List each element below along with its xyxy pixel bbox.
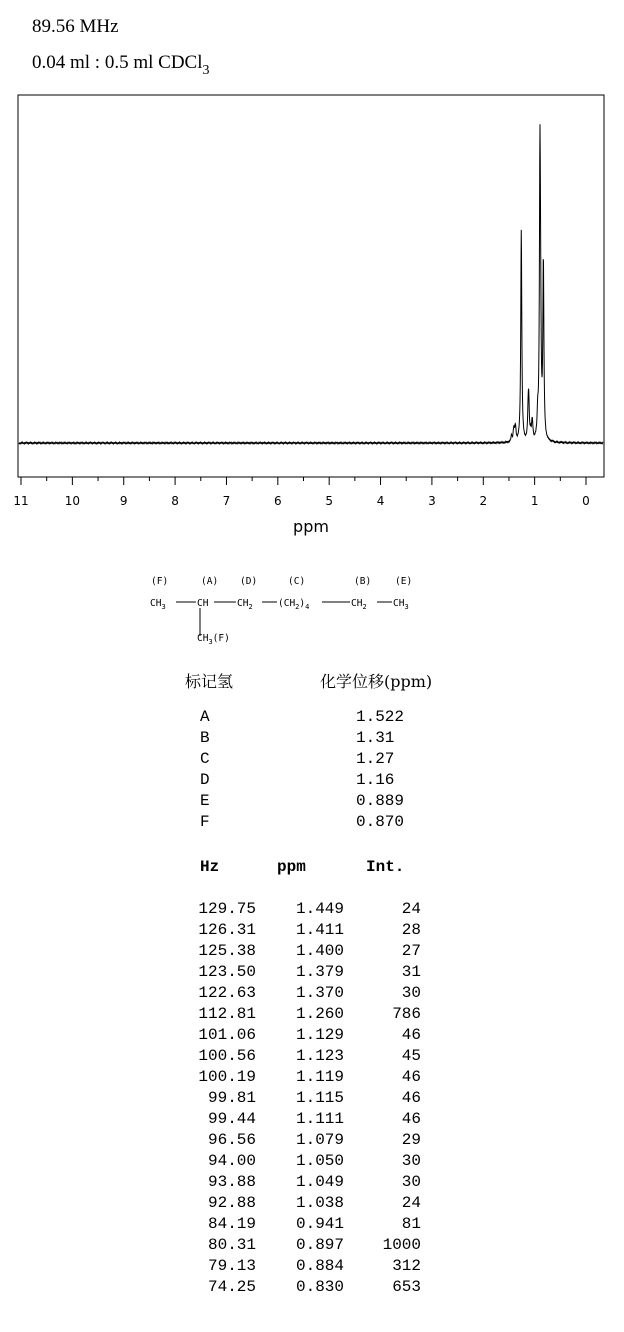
- peak-int: 653: [392, 1278, 421, 1296]
- peak-hz: 93.88: [207, 1173, 256, 1191]
- peak-ppm: 1.079: [295, 1131, 344, 1149]
- peak-int: 24: [401, 900, 421, 918]
- group-ch-a: CH: [197, 598, 209, 609]
- peak-row: [184, 983, 421, 1004]
- peak-row: [184, 899, 421, 920]
- assignment-row: [200, 812, 404, 833]
- group-ch3-f: $CH_3$: [150, 598, 166, 611]
- peak-ppm: 1.115: [295, 1089, 344, 1107]
- peak-int: 46: [401, 1068, 421, 1086]
- x-tick-label: 1: [530, 494, 539, 508]
- group-ch2-b: $CH_2$: [351, 598, 367, 611]
- x-tick-label: 3: [428, 494, 436, 508]
- peak-row: [184, 1277, 421, 1298]
- group-ch2-c: $(CH_2)_4$: [278, 598, 310, 611]
- x-tick-label: 6: [273, 494, 282, 508]
- peak-row: [184, 962, 421, 983]
- peak-row: [184, 1151, 421, 1172]
- peak-int: 46: [401, 1110, 421, 1128]
- plot-frame: [18, 95, 604, 477]
- peak-ppm: 1.400: [295, 942, 344, 960]
- peak-hz: 112.81: [198, 1005, 256, 1023]
- peak-ppm: 1.111: [295, 1110, 344, 1128]
- peak-hz: 122.63: [198, 984, 256, 1002]
- peak-row: [184, 1004, 421, 1025]
- peak-hz: 99.44: [207, 1110, 256, 1128]
- x-tick-label: 0: [582, 494, 590, 508]
- assignment-label: D: [200, 771, 210, 789]
- peak-row: [184, 1235, 421, 1256]
- peak-row: [184, 920, 421, 941]
- assignment-table: [200, 707, 404, 833]
- peak-hz: 123.50: [198, 963, 256, 981]
- peak-int: 46: [401, 1026, 421, 1044]
- x-axis-ticks: [13, 477, 589, 508]
- assignment-label: A: [200, 708, 210, 726]
- peak-int: 31: [401, 963, 421, 981]
- assignment-shift: 0.870: [356, 813, 405, 831]
- label-c: (C): [288, 576, 306, 587]
- assignment-shift: 1.16: [356, 771, 395, 789]
- peak-ppm: 1.379: [295, 963, 344, 981]
- peak-row: [184, 1067, 421, 1088]
- peak-row: [184, 1046, 421, 1067]
- group-ch3-f-branch: $CH_3(F)$: [197, 633, 230, 646]
- x-tick-label: 2: [479, 494, 488, 508]
- peak-hz: 94.00: [207, 1152, 256, 1170]
- assignment-shift: 1.27: [356, 750, 395, 768]
- solvent-text: 0.04 ml : 0.5 ml CDCl: [32, 52, 203, 73]
- group-ch3-e: $CH_3$: [393, 598, 409, 611]
- peak-ppm: 1.370: [295, 984, 344, 1002]
- peak-hz: 125.38: [198, 942, 256, 960]
- group-ch2-d: $CH_2$: [237, 598, 253, 611]
- peak-hz: 84.19: [207, 1215, 256, 1233]
- peak-header-int: Int.: [366, 858, 405, 876]
- label-e: (E): [395, 576, 413, 587]
- peak-ppm: 1.123: [295, 1047, 344, 1065]
- peak-table: [184, 899, 421, 1298]
- molecular-structure: [140, 570, 440, 650]
- peak-ppm: 1.411: [295, 921, 344, 939]
- label-a: (A): [201, 576, 219, 587]
- peak-ppm: 1.119: [295, 1068, 344, 1086]
- x-tick-label: 8: [171, 494, 179, 508]
- peak-hz: 96.56: [207, 1131, 256, 1149]
- x-tick-label: 10: [64, 494, 81, 508]
- peak-ppm: 1.049: [295, 1173, 344, 1191]
- peak-row: [184, 1088, 421, 1109]
- assignment-row: [200, 707, 404, 728]
- assignment-row: [200, 791, 404, 812]
- peak-row: [184, 941, 421, 962]
- label-d: (D): [240, 576, 258, 587]
- assignment-label: C: [200, 750, 210, 768]
- peak-hz: 100.19: [198, 1068, 256, 1086]
- peak-hz: 101.06: [198, 1026, 256, 1044]
- peak-hz: 126.31: [198, 921, 256, 939]
- x-tick-label: 9: [119, 494, 128, 508]
- nmr-spectrum-chart: [0, 0, 624, 545]
- peak-int: 81: [401, 1215, 421, 1233]
- peak-ppm: 1.260: [295, 1005, 344, 1023]
- peak-row: [184, 1193, 421, 1214]
- peak-int: 30: [401, 1152, 421, 1170]
- peak-int: 45: [401, 1047, 421, 1065]
- peak-hz: 100.56: [198, 1047, 256, 1065]
- peak-int: 786: [392, 1005, 421, 1023]
- peak-ppm: 0.897: [295, 1236, 344, 1254]
- x-tick-label: 5: [325, 494, 334, 508]
- peak-ppm: 1.050: [295, 1152, 344, 1170]
- assignment-row: [200, 770, 404, 791]
- peak-row: [184, 1130, 421, 1151]
- spectrometer-frequency: 89.56 MHz: [32, 16, 119, 37]
- assignment-header-shift: 化学位移(ppm): [320, 672, 433, 691]
- peak-int: 46: [401, 1089, 421, 1107]
- x-tick-label: 4: [376, 494, 385, 508]
- assignment-label: B: [200, 729, 210, 747]
- peak-row: [184, 1109, 421, 1130]
- peak-int: 30: [401, 1173, 421, 1191]
- peak-hz: 74.25: [207, 1278, 256, 1296]
- x-tick-label: 7: [222, 494, 231, 508]
- assignment-header-label: 标记氢: [185, 672, 234, 691]
- peak-row: [184, 1172, 421, 1193]
- peak-row: [184, 1025, 421, 1046]
- assignment-label: F: [200, 813, 210, 831]
- peak-int: 312: [392, 1257, 421, 1275]
- peak-header-hz: Hz: [200, 858, 220, 876]
- spectrum-trace: [19, 124, 603, 444]
- solvent-subscript: 3: [202, 63, 210, 78]
- label-f: (F): [151, 576, 169, 587]
- peak-row: [184, 1214, 421, 1235]
- peak-int: 27: [401, 942, 421, 960]
- peak-header-ppm: ppm: [277, 858, 306, 876]
- x-axis-label: ppm: [293, 517, 329, 536]
- assignment-shift: 0.889: [356, 792, 405, 810]
- assignment-row: [200, 749, 404, 770]
- peak-ppm: 0.830: [295, 1278, 344, 1296]
- peak-int: 29: [401, 1131, 421, 1149]
- peak-ppm: 0.941: [295, 1215, 344, 1233]
- peak-int: 24: [401, 1194, 421, 1212]
- assignment-shift: 1.522: [356, 708, 405, 726]
- peak-ppm: 1.129: [295, 1026, 344, 1044]
- peak-row: [184, 1256, 421, 1277]
- peak-hz: 92.88: [207, 1194, 256, 1212]
- peak-hz: 129.75: [198, 900, 256, 918]
- peak-hz: 99.81: [207, 1089, 256, 1107]
- peak-ppm: 1.038: [295, 1194, 344, 1212]
- label-b: (B): [354, 576, 372, 587]
- peak-int: 1000: [382, 1236, 421, 1254]
- peak-ppm: 0.884: [295, 1257, 344, 1275]
- peak-int: 28: [401, 921, 421, 939]
- peak-int: 30: [401, 984, 421, 1002]
- peak-hz: 79.13: [207, 1257, 256, 1275]
- x-tick-label: 11: [13, 494, 29, 508]
- assignment-label: E: [200, 792, 210, 810]
- peak-ppm: 1.449: [295, 900, 344, 918]
- assignment-shift: 1.31: [356, 729, 395, 747]
- peak-hz: 80.31: [207, 1236, 256, 1254]
- assignment-row: [200, 728, 404, 749]
